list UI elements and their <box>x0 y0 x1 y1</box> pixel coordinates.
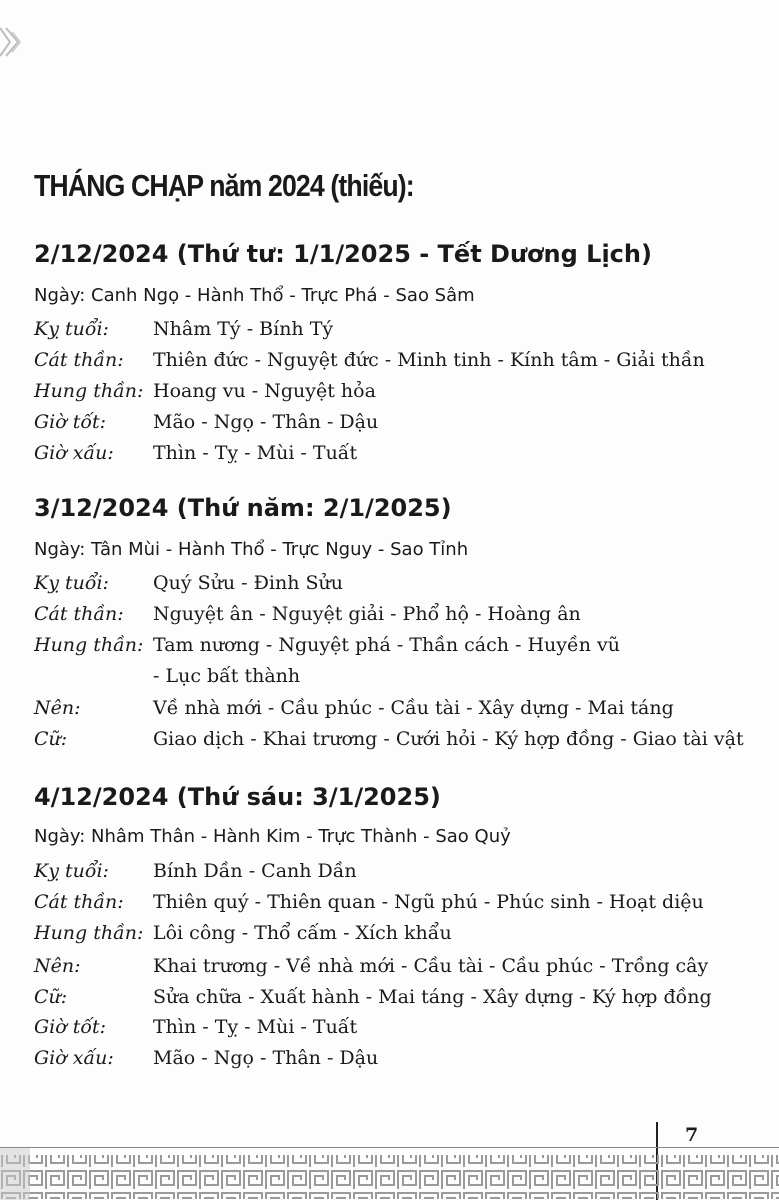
row-label: Giờ tốt: <box>34 411 107 433</box>
day-summary: Ngày: Tân Mùi - Hành Thổ - Trực Nguy - Sao Tỉnh <box>34 539 469 560</box>
row-value: Nhâm Tý - Bính Tý <box>153 318 334 340</box>
row-value: Mão - Ngọ - Thân - Dậu <box>153 1047 379 1069</box>
row-value: Mão - Ngọ - Thân - Dậu <box>153 411 379 433</box>
row-label: Giờ tốt: <box>34 1016 107 1038</box>
row-value: Nguyệt ân - Nguyệt giải - Phổ hộ - Hoàng ân <box>153 603 581 625</box>
row-label: Cát thần: <box>34 891 124 913</box>
row-label: Cát thần: <box>34 349 124 371</box>
row-value: Bính Dần - Canh Dần <box>153 860 357 882</box>
row-value: Khai trương - Về nhà mới - Cầu tài - Cầu phúc - Trồng cây <box>153 955 709 977</box>
row-value: Quý Sửu - Đinh Sửu <box>153 572 343 594</box>
row-label: Cát thần: <box>34 603 124 625</box>
row-value: Sửa chữa - Xuất hành - Mai táng - Xây dựng - Ký hợp đồng <box>153 986 712 1008</box>
row-value: Thìn - Tỵ - Mùi - Tuất <box>153 442 358 464</box>
month-title: THÁNG CHẠP năm 2024 (thiếu): <box>34 168 414 203</box>
row-label: Nên: <box>34 697 81 719</box>
row-label: Hung thần: <box>34 380 144 402</box>
row-label: Cữ: <box>34 728 68 750</box>
row-value: Thiên đức - Nguyệt đức - Minh tinh - Kính tâm - Giải thần <box>153 349 705 371</box>
row-value: Hoang vu - Nguyệt hỏa <box>153 380 376 402</box>
day-heading: 3/12/2024 (Thứ năm: 2/1/2025) <box>34 494 452 522</box>
row-label: Kỵ tuổi: <box>34 572 109 594</box>
row-value: Lôi công - Thổ cấm - Xích khẩu <box>153 922 452 944</box>
row-label: Kỵ tuổi: <box>34 318 109 340</box>
row-label: Giờ xấu: <box>34 1047 114 1069</box>
row-label: Hung thần: <box>34 634 144 656</box>
row-label: Nên: <box>34 955 81 977</box>
row-value: Tam nương - Nguyệt phá - Thần cách - Huyền vũ <box>153 634 620 656</box>
row-value: Giao dịch - Khai trương - Cưới hỏi - Ký hợp đồng - Giao tài vật <box>153 728 744 750</box>
row-label: Giờ xấu: <box>34 442 114 464</box>
row-label: Kỵ tuổi: <box>34 860 109 882</box>
day-heading: 2/12/2024 (Thứ tư: 1/1/2025 - Tết Dương Lịch) <box>34 240 652 268</box>
row-value: Thìn - Tỵ - Mùi - Tuất <box>153 1016 358 1038</box>
greek-key-border-icon <box>0 1147 779 1200</box>
row-value: Về nhà mới - Cầu phúc - Cầu tài - Xây dựng - Mai táng <box>153 697 674 719</box>
page-number: 7 <box>685 1124 699 1146</box>
row-value: Thiên quý - Thiên quan - Ngũ phú - Phúc sinh - Hoạt diệu <box>153 891 704 913</box>
corner-ornament-icon <box>0 22 30 62</box>
row-value: - Lục bất thành <box>153 665 301 687</box>
row-label: Cữ: <box>34 986 68 1008</box>
day-heading: 4/12/2024 (Thứ sáu: 3/1/2025) <box>34 783 441 811</box>
day-summary: Ngày: Canh Ngọ - Hành Thổ - Trực Phá - Sao Sâm <box>34 285 475 306</box>
row-label: Hung thần: <box>34 922 144 944</box>
day-summary: Ngày: Nhâm Thân - Hành Kim - Trực Thành - Sao Quỷ <box>34 826 511 847</box>
